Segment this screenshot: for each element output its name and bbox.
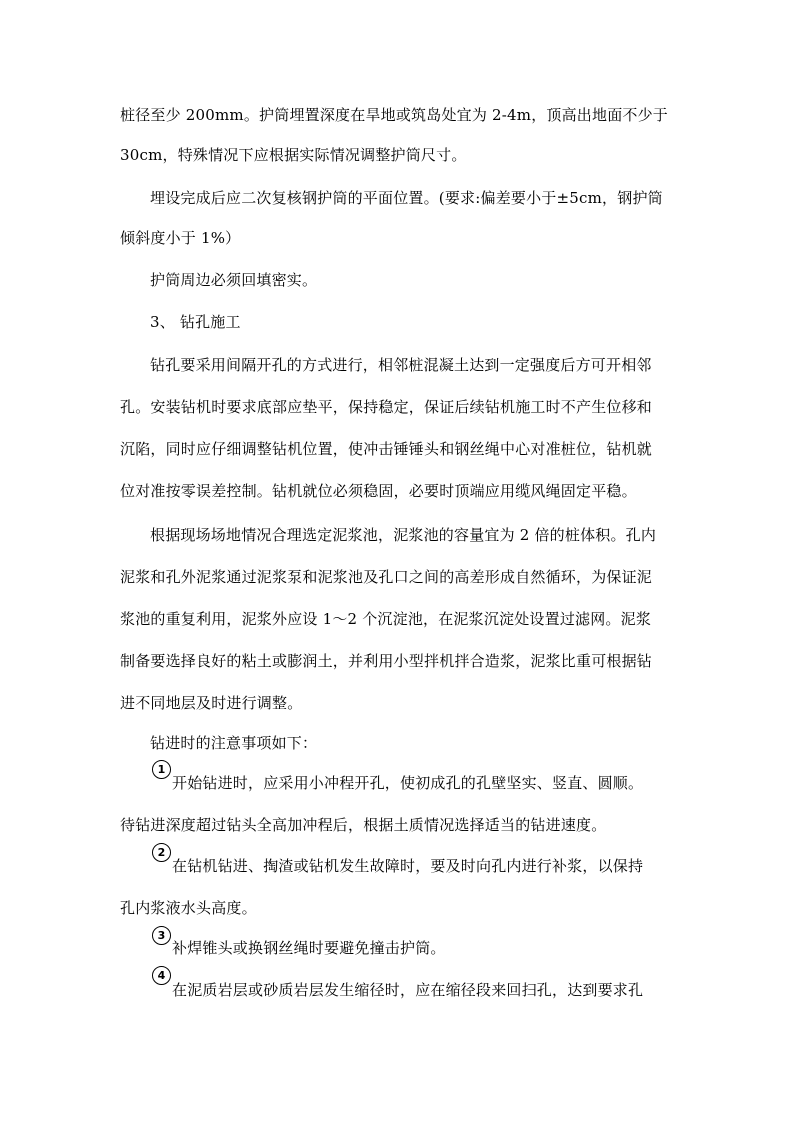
- circled-number-2: 2: [152, 843, 171, 862]
- list-item-text: 开始钻进时，应采用小冲程开孔，使初成孔的孔壁坚实、竖直、圆顺。: [172, 774, 644, 792]
- text-line: 孔。安装钻机时要求底部应垫平，保持稳定，保证后续钻机施工时不产生位移和: [120, 398, 653, 416]
- text-line: 浆池的重复利用，泥浆外应设 1～2 个沉淀池，在泥浆沉淀处设置过滤网。泥浆: [120, 610, 652, 628]
- list-item-text: 在泥质岩层或砂质岩层发生缩径时，应在缩径段来回扫孔，达到要求孔: [172, 981, 644, 999]
- list-item-text: 待钻进深度超过钻头全高加冲程后，根据土质情况选择适当的钻进速度。: [120, 816, 607, 834]
- text-line: 钻孔要采用间隔开孔的方式进行，相邻桩混凝土达到一定强度后方可开相邻: [150, 356, 652, 374]
- text-line: 制备要选择良好的粘土或膨润土，并利用小型拌机拌合造浆，泥浆比重可根据钻: [120, 652, 653, 670]
- circled-number-4: 4: [152, 966, 171, 985]
- section-heading: 3、 钻孔施工: [150, 313, 241, 331]
- text-line: 护筒周边必须回填密实。: [150, 271, 318, 289]
- text-line: 桩径至少 200mm。护筒埋置深度在旱地或筑岛处宜为 2-4m，顶高出地面不少于: [120, 106, 668, 124]
- text-line: 钻进时的注意事项如下：: [150, 734, 318, 752]
- text-line: 根据现场场地情况合理选定泥浆池，泥浆池的容量宜为 2 倍的桩体积。孔内: [150, 526, 657, 544]
- circled-number-3: 3: [152, 926, 171, 945]
- text-line: 30cm，特殊情况下应根据实际情况调整护筒尺寸。: [120, 146, 467, 164]
- text-line: 沉陷，同时应仔细调整钻机位置，使冲击锤锤头和钢丝绳中心对准桩位，钻机就: [120, 440, 653, 458]
- text-line: 倾斜度小于 1%）: [120, 229, 241, 247]
- circled-number-1: 1: [152, 760, 171, 779]
- text-line: 进不同地层及时进行调整。: [120, 694, 303, 712]
- text-line: 位对准按零误差控制。钻机就位必须稳固，必要时顶端应用缆风绳固定平稳。: [120, 482, 637, 500]
- text-line: 泥浆和孔外泥浆通过泥浆泵和泥浆池及孔口之间的高差形成自然循环，为保证泥: [120, 568, 653, 586]
- list-item-text: 孔内浆液水头高度。: [120, 899, 257, 917]
- list-item-text: 在钻机钻进、掏渣或钻机发生故障时，要及时向孔内进行补浆，以保持: [172, 857, 644, 875]
- text-line: 埋设完成后应二次复核钢护筒的平面位置。(要求:偏差要小于±5cm，钢护筒: [150, 189, 663, 207]
- list-item-text: 补焊锥头或换钢丝绳时要避免撞击护筒。: [172, 939, 446, 957]
